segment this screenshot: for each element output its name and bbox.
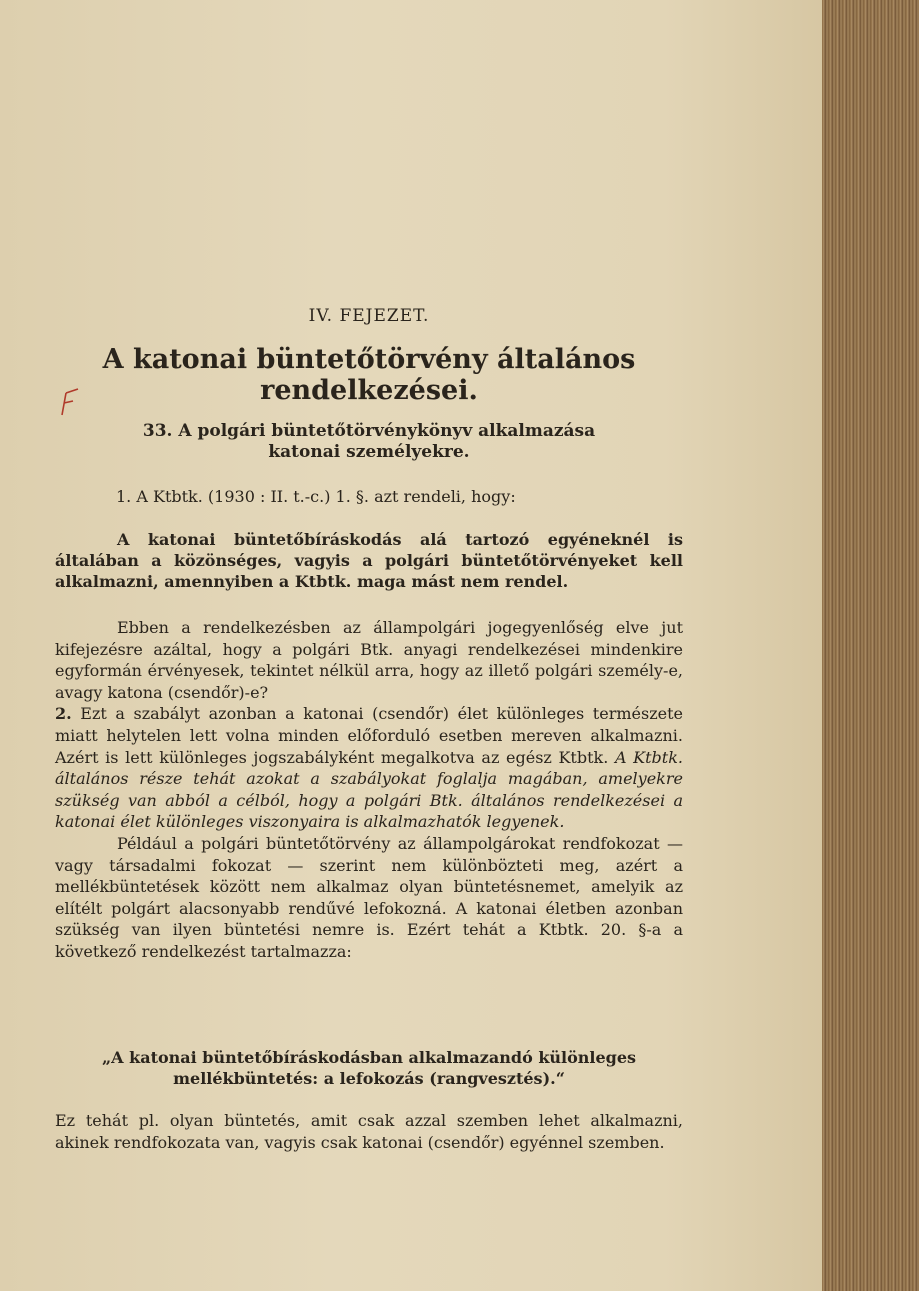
- final-paragraph: Ez tehát pl. olyan büntetés, amit csak azzal szemben lehet alkalmazni, akinek rendfokozata van, vagyis csak katonai (csendőr) egyénnel szemben.: [55, 1111, 683, 1152]
- paragraph-3: Például a polgári büntetőtörvény az állampolgárokat rendfokozat — vagy társadalmi fokozat — szerint nem különbözteti meg, azért a mellékbüntetések között nem alkalmaz olyan büntetésnemet, amelyik az elítélt polgárt alacsonyabb rendűvé lefokozná. A katonai életben azonban szükség van ilyen büntetési nemre is. Ezért tehát a Ktbtk. 20. §-a a következő rendelkezést tartalmazza:: [55, 833, 683, 961]
- section-heading-line-2: katonai személyekre.: [268, 442, 470, 462]
- paragraph-2-italic: A Ktbtk. általános része tehát azokat a szabályokat foglalja magában, amelyekre szükség van abból a célból, hogy a polgári Btk. általános rendelkezései a katonai élet különleges viszonyaira is alkalmazhatók legyenek.: [55, 747, 683, 832]
- paragraph-2: [55, 703, 683, 833]
- chapter-title: [55, 344, 683, 406]
- law-quote-2-line-2: mellékbüntetés: a lefokozás (rangvesztés).“: [173, 1069, 565, 1088]
- section-heading-line-1: 33. A polgári büntetőtörvénykönyv alkalmazása: [142, 421, 596, 441]
- paragraph-2-number: 2.: [55, 704, 72, 724]
- book-page-edges: [822, 0, 919, 1291]
- paragraph-1: Ebben a rendelkezésben az állampolgári jogegyenlőség elve jut kifejezésre azáltal, hogy a polgári Btk. anyagi rendelkezései mindenkire egyformán érvényesek, tekintet nélkül arra, hogy az illető polgári személy-e, avagy katona (csendőr)-e?: [55, 618, 683, 702]
- law-quote-1: A katonai büntetőbíráskodás alá tartozó egyéneknél is általában a közönséges, vagyis a polgári büntetőtörvényeket kell alkalmazni, amennyiben a Ktbtk. maga mást nem rendel.: [55, 530, 683, 591]
- chapter-title-line-2: rendelkezései.: [260, 375, 478, 406]
- paragraph-2-text: Ezt a szabályt azonban a katonai (csendőr) élet különleges természete miatt helytelen lett volna minden előforduló esetben mereven alkalmazni. Azért is lett különleges jogszabályként megalkotva az egész Ktbtk.: [55, 704, 683, 767]
- chapter-heading: IV. FEJEZET.: [308, 306, 430, 326]
- chapter-title-line-1: A katonai büntetőtörvény általános: [102, 344, 636, 375]
- intro-line: 1. A Ktbtk. (1930 : II. t.-c.) 1. §. azt rendeli, hogy:: [116, 487, 516, 506]
- body-paragraphs: [55, 617, 683, 963]
- section-heading: [55, 421, 683, 463]
- law-quote-2: [55, 1047, 683, 1089]
- law-quote-2-line-1: „A katonai büntetőbíráskodásban alkalmazandó különleges: [101, 1048, 637, 1067]
